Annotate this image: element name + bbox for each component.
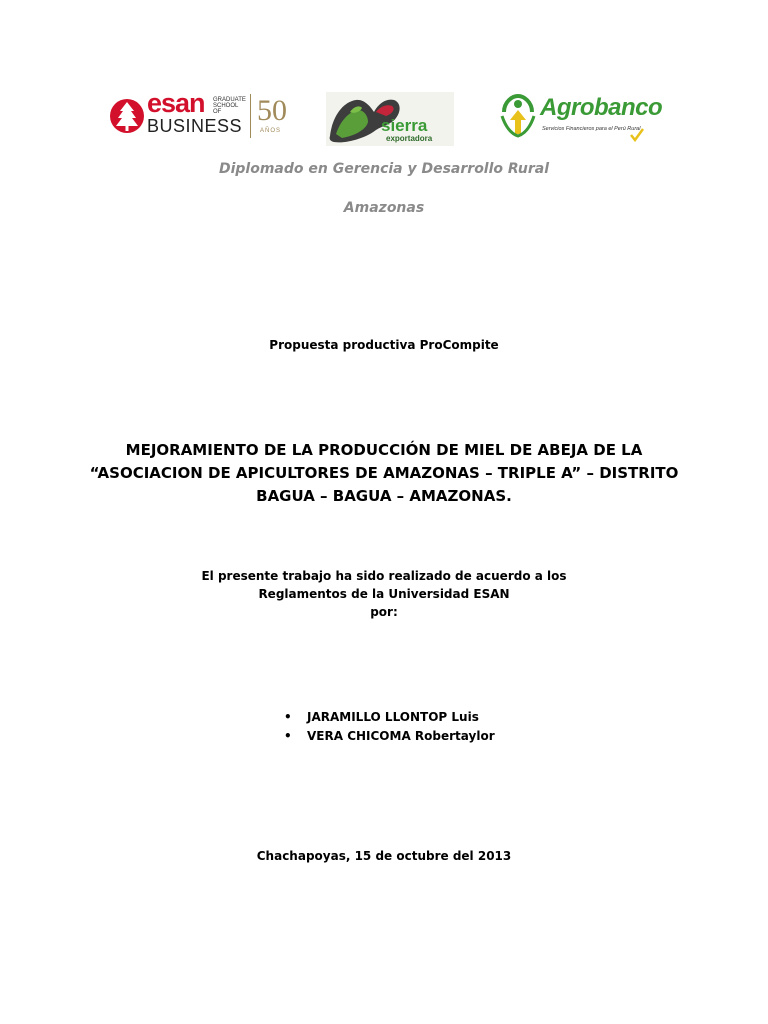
main-title-line: MEJORAMIENTO DE LA PRODUCCIÓN DE MIEL DE ABEJA DE LA: [125, 441, 643, 459]
statement-line: Reglamentos de la Universidad ESAN: [258, 587, 510, 601]
proposal-type: Propuesta productiva ProCompite: [269, 338, 499, 352]
sierra-exportadora-logo: [326, 92, 454, 146]
esan-business: BUSINESS: [147, 116, 243, 136]
place-date: Chachapoyas, 15 de octubre del 2013: [256, 849, 512, 863]
checkmark-icon: [630, 128, 644, 142]
main-title-line: “ASOCIACION DE APICULTORES DE AMAZONAS – TRIPLE A” – DISTRITO: [89, 464, 679, 482]
esan-divider: [250, 94, 251, 138]
bullet: •: [284, 710, 292, 724]
esan-anniversary: 50: [257, 94, 287, 127]
esan-anos: AÑOS: [260, 128, 282, 134]
statement: [0, 567, 768, 621]
sierra-wordmark: sierra: [381, 116, 428, 135]
sierra-subtitle: exportadora: [386, 134, 433, 143]
program-title: Diplomado en Gerencia y Desarrollo Rural: [218, 161, 550, 177]
author-item: [284, 727, 495, 746]
author-name: VERA CHICOMA Robertaylor: [307, 729, 495, 743]
agrobanco-logo: [498, 92, 663, 146]
author-name: JARAMILLO LLONTOP Luis: [307, 710, 479, 724]
agrobanco-emblem-icon: [498, 94, 538, 140]
author-item: [284, 708, 495, 727]
statement-line: El presente trabajo ha sido realizado de acuerdo a los: [201, 569, 567, 583]
agrobanco-tagline: Servicios Financieros para el Perú Rural: [542, 126, 641, 132]
agrobanco-wordmark: Agrobanco: [540, 94, 663, 121]
author-list: [284, 708, 495, 746]
esan-wordmark: esan: [147, 88, 205, 118]
statement-line: por:: [370, 605, 398, 619]
bullet: •: [284, 729, 292, 743]
esan-logo: [110, 88, 290, 142]
esan-tree-icon: [110, 97, 144, 137]
region-title: Amazonas: [343, 200, 425, 216]
main-title: [0, 439, 768, 508]
main-title-line: BAGUA – BAGUA – AMAZONAS.: [256, 487, 512, 505]
logo-row: [0, 88, 768, 148]
esan-graduate-school: GRADUATE SCHOOL OF: [213, 97, 246, 115]
